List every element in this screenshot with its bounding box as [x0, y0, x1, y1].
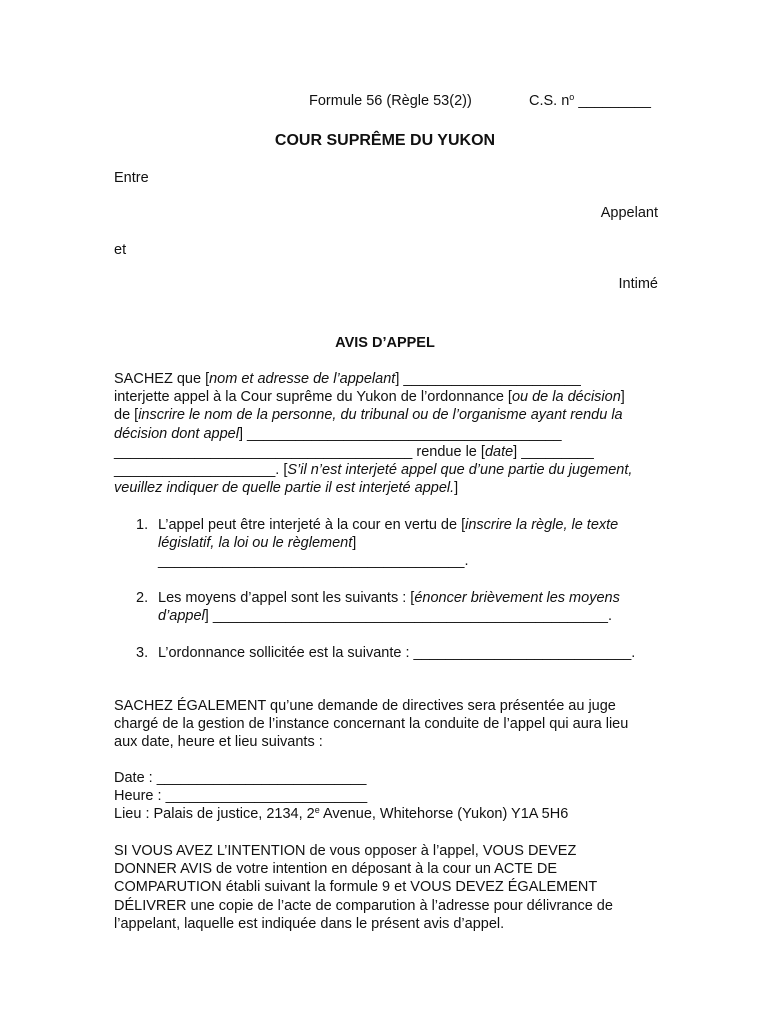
hearing-details	[114, 769, 662, 824]
intro-line-1: SACHEZ que [nom et adresse de l’appelant] ______________________	[114, 371, 581, 387]
file-number-sup: o	[569, 92, 575, 102]
item-number: 3.	[136, 645, 149, 661]
item-number: 1.	[136, 517, 149, 533]
form-label: Formule 56 (Règle 53(2))	[309, 93, 472, 109]
list-item: 2. Les moyens d’appel sont les suivants : [énoncer brièvement les moyens d’appel] _________________________________________________.	[136, 590, 620, 625]
hearing-date: Date : __________________________	[114, 770, 367, 786]
hearing-place: Lieu : Palais de justice, 2134, 2e Avenue, Whitehorse (Yukon) Y1A 5H6	[114, 805, 569, 823]
respondent-label: Intimé	[618, 276, 658, 292]
file-number-prefix: C.S. n	[529, 93, 570, 109]
hearing-time: Heure : _________________________	[114, 788, 368, 805]
item-number: 2.	[136, 590, 149, 606]
intro-line-5: _____________________________________ rendue le [date] _________	[114, 443, 594, 460]
appellant-label: Appelant	[600, 205, 658, 221]
warning-paragraph: SI VOUS AVEZ L’INTENTION de vous opposer à l’appel, VOUS DEVEZ DONNER AVIS de votre intention en déposant à la cour un ACTE DE COMPARUTION établi suivant la formule 9 et VOUS DEVEZ ÉGALEMENT DÉLIVRER une copie de l’acte de comparution à l’adresse pour délivrance de l’appelant, laquelle est indiquée dans le présent avis d’appel.	[114, 843, 613, 932]
intro-line-6: ____________________. [S’il n’est interjeté appel que d’une partie du jugement,	[114, 462, 633, 479]
list-item: 1. L’appel peut être interjeté à la cour en vertu de [inscrire la règle, le texte législatif, la loi ou le règlement] ______________________________________.	[136, 517, 619, 570]
file-number	[529, 92, 651, 110]
file-number-blank: _________	[574, 93, 651, 109]
and-label: et	[114, 242, 127, 258]
intro-line-2: interjette appel à la Cour suprême du Yukon de l’ordonnance [ou de la décision]	[114, 389, 625, 406]
court-title: COUR SUPRÊME DU YUKON	[274, 132, 496, 149]
between-label: Entre	[114, 170, 149, 186]
intro-line-3: de [inscrire le nom de la personne, du tribunal ou de l’organisme ayant rendu la	[114, 407, 623, 424]
intro-line-7: veuillez indiquer de quelle partie il est interjeté appel.]	[114, 480, 459, 497]
intro-line-4: décision dont appel] _______________________________________	[114, 425, 562, 442]
directions-paragraph: SACHEZ ÉGALEMENT qu’une demande de directives sera présentée au juge chargé de la gestion de l’instance concernant la conduite de l’appel qui aura lieu aux date, heure et lieu suivants :	[114, 698, 629, 751]
intro-paragraph	[114, 370, 662, 497]
list-item: 3. L’ordonnance sollicitée est la suivante : ___________________________.	[136, 645, 636, 661]
notice-title: AVIS D’APPEL	[335, 335, 435, 351]
